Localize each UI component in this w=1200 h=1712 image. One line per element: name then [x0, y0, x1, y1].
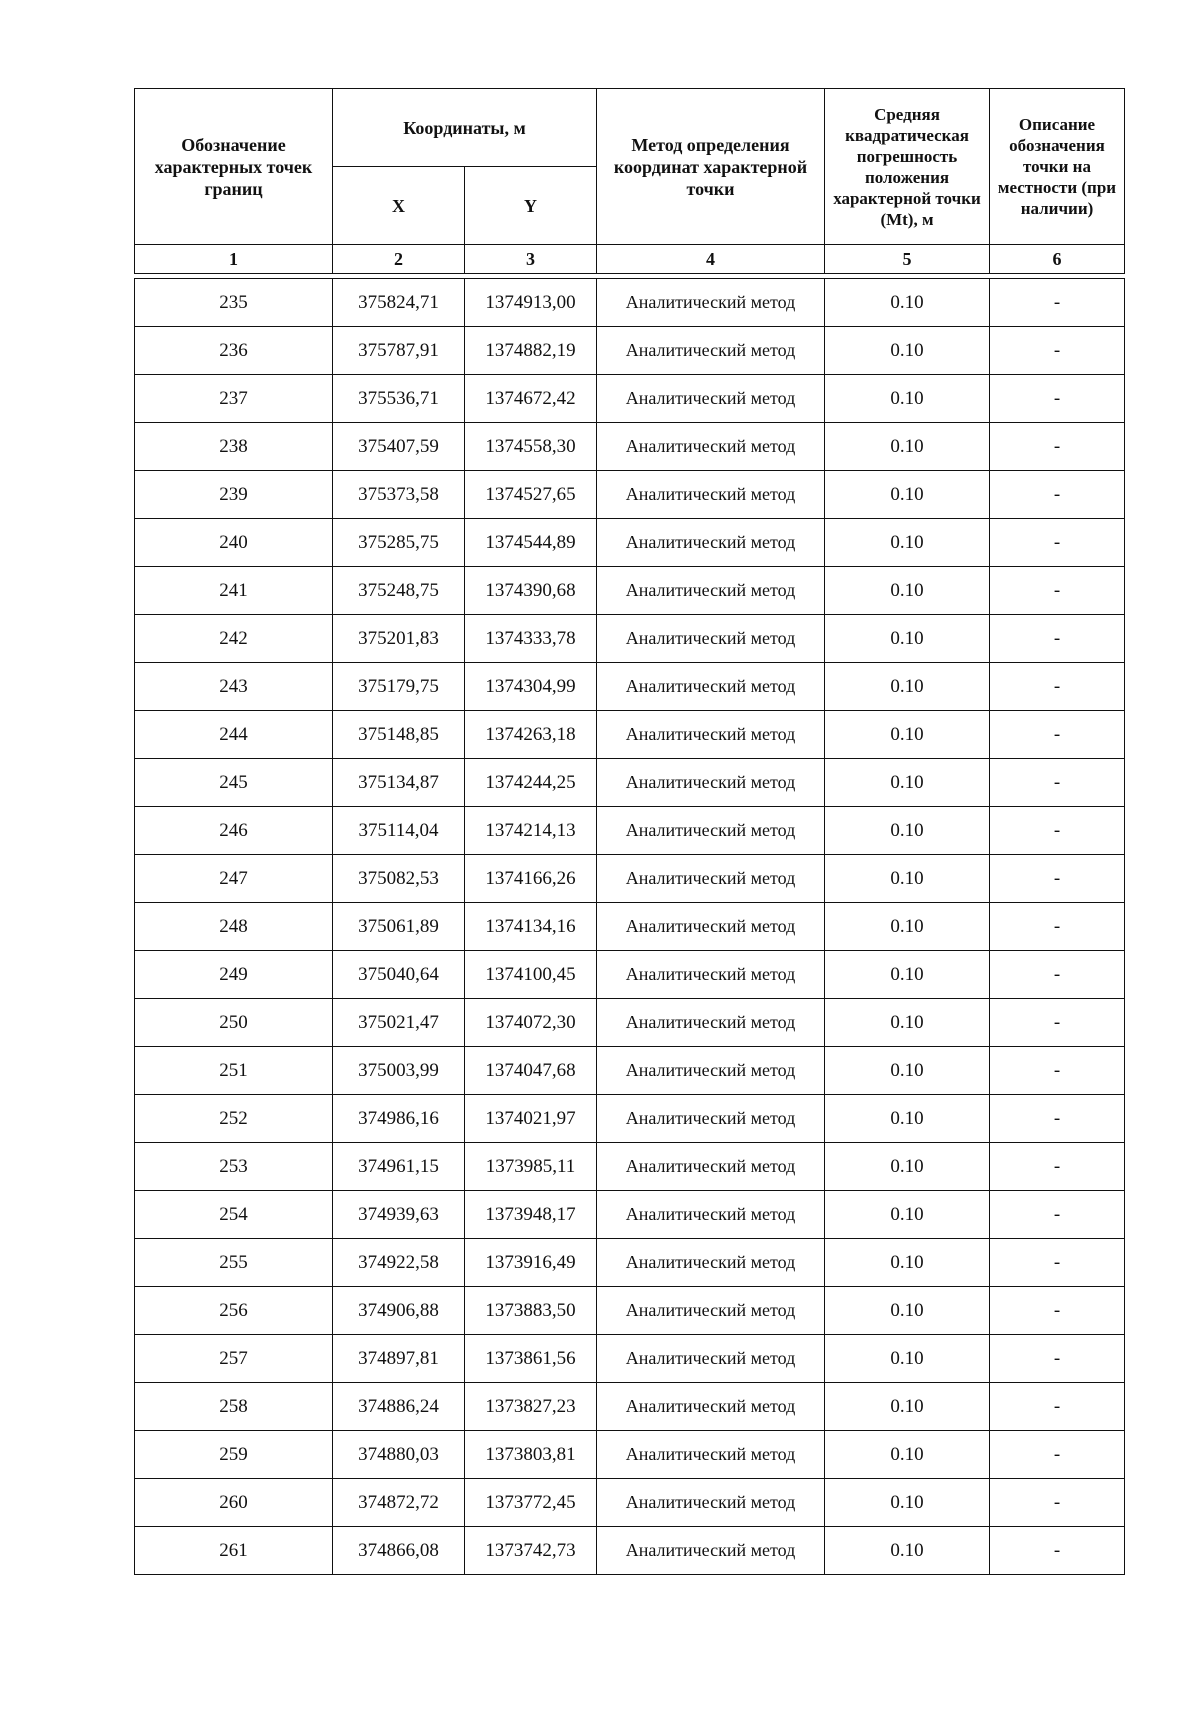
cell-coordinate-y: 1374100,45	[465, 951, 597, 999]
cell-mean-error: 0.10	[825, 1383, 990, 1431]
cell-coordinate-y: 1373861,56	[465, 1335, 597, 1383]
cell-method: Аналитический метод	[597, 279, 825, 327]
cell-description: -	[990, 375, 1125, 423]
cell-method: Аналитический метод	[597, 663, 825, 711]
cell-method: Аналитический метод	[597, 1143, 825, 1191]
cell-mean-error: 0.10	[825, 759, 990, 807]
cell-point-number: 250	[135, 999, 333, 1047]
cell-method: Аналитический метод	[597, 1287, 825, 1335]
cell-mean-error: 0.10	[825, 327, 990, 375]
cell-method: Аналитический метод	[597, 1527, 825, 1575]
header-point-designation: Обозначение характерных точек границ	[135, 89, 333, 245]
cell-method: Аналитический метод	[597, 1383, 825, 1431]
cell-description: -	[990, 1527, 1125, 1575]
cell-coordinate-y: 1374166,26	[465, 855, 597, 903]
cell-method: Аналитический метод	[597, 1095, 825, 1143]
cell-description: -	[990, 759, 1125, 807]
table-row	[135, 807, 1125, 855]
cell-coordinate-y: 1374021,97	[465, 1095, 597, 1143]
cell-method: Аналитический метод	[597, 759, 825, 807]
column-number-row	[135, 245, 1125, 274]
table-row	[135, 423, 1125, 471]
cell-point-number: 259	[135, 1431, 333, 1479]
cell-description: -	[990, 519, 1125, 567]
cell-point-number: 244	[135, 711, 333, 759]
cell-coordinate-x: 374872,72	[333, 1479, 465, 1527]
cell-coordinate-y: 1374558,30	[465, 423, 597, 471]
table-row	[135, 855, 1125, 903]
table-row	[135, 1335, 1125, 1383]
cell-coordinate-x: 374939,63	[333, 1191, 465, 1239]
table-row	[135, 759, 1125, 807]
cell-method: Аналитический метод	[597, 327, 825, 375]
cell-method: Аналитический метод	[597, 567, 825, 615]
cell-coordinate-x: 375373,58	[333, 471, 465, 519]
column-number: 3	[465, 245, 597, 274]
cell-coordinate-y: 1374913,00	[465, 279, 597, 327]
cell-coordinate-y: 1374047,68	[465, 1047, 597, 1095]
cell-description: -	[990, 1191, 1125, 1239]
cell-method: Аналитический метод	[597, 855, 825, 903]
cell-coordinate-x: 374866,08	[333, 1527, 465, 1575]
cell-point-number: 245	[135, 759, 333, 807]
table-row	[135, 1191, 1125, 1239]
cell-point-number: 237	[135, 375, 333, 423]
cell-description: -	[990, 663, 1125, 711]
cell-coordinate-y: 1373827,23	[465, 1383, 597, 1431]
cell-method: Аналитический метод	[597, 951, 825, 999]
cell-method: Аналитический метод	[597, 1479, 825, 1527]
cell-mean-error: 0.10	[825, 567, 990, 615]
cell-point-number: 252	[135, 1095, 333, 1143]
cell-coordinate-x: 375407,59	[333, 423, 465, 471]
table-row	[135, 375, 1125, 423]
cell-description: -	[990, 1287, 1125, 1335]
cell-point-number: 258	[135, 1383, 333, 1431]
cell-method: Аналитический метод	[597, 1047, 825, 1095]
cell-mean-error: 0.10	[825, 855, 990, 903]
cell-description: -	[990, 711, 1125, 759]
table-row	[135, 903, 1125, 951]
cell-point-number: 257	[135, 1335, 333, 1383]
cell-method: Аналитический метод	[597, 1191, 825, 1239]
cell-point-number: 242	[135, 615, 333, 663]
cell-mean-error: 0.10	[825, 1239, 990, 1287]
cell-coordinate-x: 374961,15	[333, 1143, 465, 1191]
cell-description: -	[990, 855, 1125, 903]
cell-point-number: 240	[135, 519, 333, 567]
cell-method: Аналитический метод	[597, 471, 825, 519]
cell-coordinate-x: 374906,88	[333, 1287, 465, 1335]
cell-coordinate-y: 1374333,78	[465, 615, 597, 663]
table-body	[135, 279, 1125, 1575]
cell-mean-error: 0.10	[825, 1287, 990, 1335]
cell-point-number: 246	[135, 807, 333, 855]
cell-coordinate-y: 1374527,65	[465, 471, 597, 519]
cell-description: -	[990, 423, 1125, 471]
cell-mean-error: 0.10	[825, 519, 990, 567]
cell-coordinate-y: 1374072,30	[465, 999, 597, 1047]
cell-point-number: 248	[135, 903, 333, 951]
cell-description: -	[990, 615, 1125, 663]
cell-description: -	[990, 999, 1125, 1047]
table-row	[135, 279, 1125, 327]
cell-coordinate-x: 375201,83	[333, 615, 465, 663]
cell-coordinate-y: 1374672,42	[465, 375, 597, 423]
cell-coordinate-x: 375134,87	[333, 759, 465, 807]
cell-method: Аналитический метод	[597, 519, 825, 567]
cell-coordinate-x: 374922,58	[333, 1239, 465, 1287]
cell-point-number: 235	[135, 279, 333, 327]
header-method: Метод определения координат характерной точки	[597, 89, 825, 245]
cell-coordinate-x: 375536,71	[333, 375, 465, 423]
cell-description: -	[990, 279, 1125, 327]
cell-method: Аналитический метод	[597, 1335, 825, 1383]
cell-mean-error: 0.10	[825, 1047, 990, 1095]
cell-description: -	[990, 951, 1125, 999]
cell-point-number: 249	[135, 951, 333, 999]
cell-point-number: 260	[135, 1479, 333, 1527]
cell-point-number: 239	[135, 471, 333, 519]
cell-coordinate-x: 375061,89	[333, 903, 465, 951]
cell-coordinate-y: 1373742,73	[465, 1527, 597, 1575]
cell-coordinate-x: 374886,24	[333, 1383, 465, 1431]
cell-description: -	[990, 1095, 1125, 1143]
cell-method: Аналитический метод	[597, 807, 825, 855]
cell-coordinate-x: 375082,53	[333, 855, 465, 903]
table-row	[135, 615, 1125, 663]
cell-description: -	[990, 1047, 1125, 1095]
cell-mean-error: 0.10	[825, 1095, 990, 1143]
cell-mean-error: 0.10	[825, 279, 990, 327]
cell-coordinate-x: 375040,64	[333, 951, 465, 999]
header-coordinates: Координаты, м	[333, 89, 597, 167]
cell-coordinate-x: 375248,75	[333, 567, 465, 615]
cell-coordinate-y: 1373883,50	[465, 1287, 597, 1335]
table-row	[135, 711, 1125, 759]
table-row	[135, 471, 1125, 519]
cell-method: Аналитический метод	[597, 999, 825, 1047]
cell-description: -	[990, 1143, 1125, 1191]
cell-point-number: 254	[135, 1191, 333, 1239]
cell-point-number: 243	[135, 663, 333, 711]
cell-mean-error: 0.10	[825, 1335, 990, 1383]
table-row	[135, 1527, 1125, 1575]
table-row	[135, 1047, 1125, 1095]
cell-description: -	[990, 1335, 1125, 1383]
cell-coordinate-y: 1373948,17	[465, 1191, 597, 1239]
cell-method: Аналитический метод	[597, 1431, 825, 1479]
cell-mean-error: 0.10	[825, 711, 990, 759]
cell-coordinate-y: 1373985,11	[465, 1143, 597, 1191]
cell-coordinate-x: 375148,85	[333, 711, 465, 759]
cell-mean-error: 0.10	[825, 615, 990, 663]
header-y: Y	[465, 167, 597, 245]
cell-point-number: 261	[135, 1527, 333, 1575]
cell-coordinate-y: 1374214,13	[465, 807, 597, 855]
cell-description: -	[990, 567, 1125, 615]
cell-coordinate-x: 374897,81	[333, 1335, 465, 1383]
table-row	[135, 999, 1125, 1047]
cell-coordinate-y: 1373772,45	[465, 1479, 597, 1527]
cell-description: -	[990, 1431, 1125, 1479]
header-description: Описание обозначения точки на местности (при наличии)	[990, 89, 1125, 245]
table-row	[135, 327, 1125, 375]
coordinates-sheet	[134, 88, 1124, 1575]
cell-point-number: 241	[135, 567, 333, 615]
cell-point-number: 255	[135, 1239, 333, 1287]
column-number: 4	[597, 245, 825, 274]
cell-coordinate-y: 1374134,16	[465, 903, 597, 951]
cell-description: -	[990, 471, 1125, 519]
table-row	[135, 1239, 1125, 1287]
column-number: 6	[990, 245, 1125, 274]
cell-coordinate-y: 1374390,68	[465, 567, 597, 615]
cell-mean-error: 0.10	[825, 1479, 990, 1527]
cell-coordinate-x: 374986,16	[333, 1095, 465, 1143]
table-row	[135, 1431, 1125, 1479]
cell-mean-error: 0.10	[825, 903, 990, 951]
cell-coordinate-x: 374880,03	[333, 1431, 465, 1479]
cell-method: Аналитический метод	[597, 423, 825, 471]
cell-coordinate-y: 1373803,81	[465, 1431, 597, 1479]
cell-point-number: 247	[135, 855, 333, 903]
column-number: 2	[333, 245, 465, 274]
table-row	[135, 567, 1125, 615]
cell-coordinate-y: 1374544,89	[465, 519, 597, 567]
cell-method: Аналитический метод	[597, 1239, 825, 1287]
table-row	[135, 1095, 1125, 1143]
cell-mean-error: 0.10	[825, 951, 990, 999]
cell-coordinate-x: 375179,75	[333, 663, 465, 711]
cell-description: -	[990, 1239, 1125, 1287]
cell-coordinate-y: 1374882,19	[465, 327, 597, 375]
table-row	[135, 1287, 1125, 1335]
cell-description: -	[990, 1479, 1125, 1527]
cell-coordinate-x: 375824,71	[333, 279, 465, 327]
cell-coordinate-x: 375114,04	[333, 807, 465, 855]
cell-description: -	[990, 903, 1125, 951]
cell-mean-error: 0.10	[825, 1431, 990, 1479]
cell-mean-error: 0.10	[825, 423, 990, 471]
cell-method: Аналитический метод	[597, 903, 825, 951]
column-number: 5	[825, 245, 990, 274]
cell-point-number: 253	[135, 1143, 333, 1191]
cell-point-number: 238	[135, 423, 333, 471]
cell-coordinate-y: 1374244,25	[465, 759, 597, 807]
cell-mean-error: 0.10	[825, 1143, 990, 1191]
table-row	[135, 1479, 1125, 1527]
cell-coordinate-y: 1373916,49	[465, 1239, 597, 1287]
cell-point-number: 256	[135, 1287, 333, 1335]
column-number: 1	[135, 245, 333, 274]
cell-mean-error: 0.10	[825, 999, 990, 1047]
cell-point-number: 236	[135, 327, 333, 375]
table-row	[135, 1143, 1125, 1191]
cell-method: Аналитический метод	[597, 375, 825, 423]
cell-mean-error: 0.10	[825, 807, 990, 855]
header-mean-error: Средняя квадратическая погрешность положения характерной точки (Mt), м	[825, 89, 990, 245]
cell-coordinate-y: 1374263,18	[465, 711, 597, 759]
cell-mean-error: 0.10	[825, 663, 990, 711]
cell-coordinate-x: 375787,91	[333, 327, 465, 375]
table-row	[135, 951, 1125, 999]
cell-description: -	[990, 327, 1125, 375]
cell-method: Аналитический метод	[597, 711, 825, 759]
cell-mean-error: 0.10	[825, 1191, 990, 1239]
cell-mean-error: 0.10	[825, 471, 990, 519]
boundary-points-table	[134, 88, 1125, 1575]
cell-description: -	[990, 807, 1125, 855]
cell-mean-error: 0.10	[825, 375, 990, 423]
table-row	[135, 519, 1125, 567]
cell-method: Аналитический метод	[597, 615, 825, 663]
cell-coordinate-x: 375285,75	[333, 519, 465, 567]
cell-coordinate-y: 1374304,99	[465, 663, 597, 711]
cell-coordinate-x: 375003,99	[333, 1047, 465, 1095]
table-row	[135, 663, 1125, 711]
cell-point-number: 251	[135, 1047, 333, 1095]
table-row	[135, 1383, 1125, 1431]
cell-description: -	[990, 1383, 1125, 1431]
cell-coordinate-x: 375021,47	[333, 999, 465, 1047]
header-x: X	[333, 167, 465, 245]
cell-mean-error: 0.10	[825, 1527, 990, 1575]
